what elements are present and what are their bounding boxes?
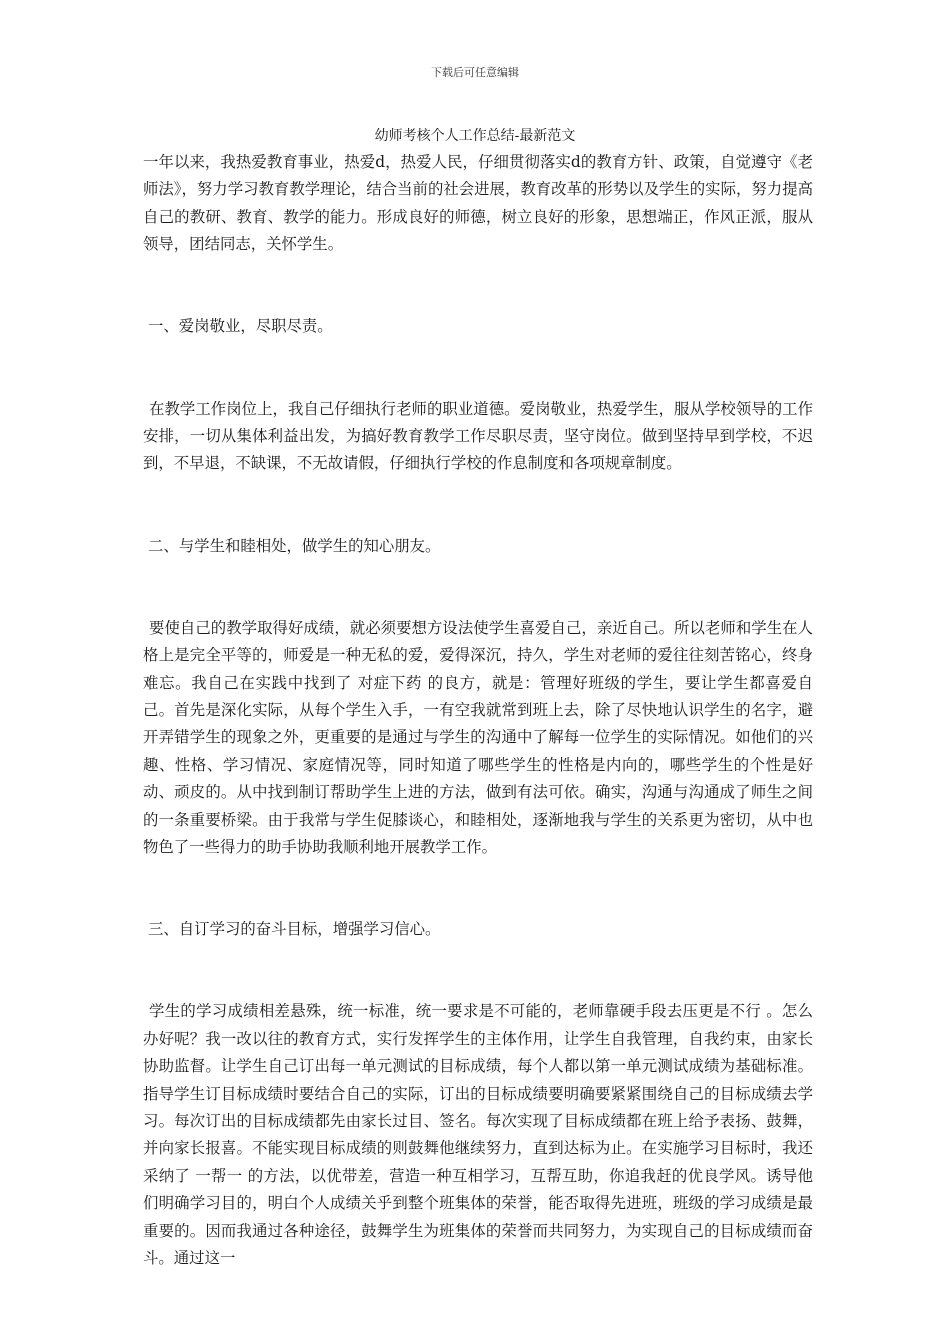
- paragraph-spacer: [143, 889, 813, 916]
- paragraph-spacer: [143, 368, 813, 395]
- section-heading-3: 三、自订学习的奋斗目标，增强学习信心。: [148, 920, 441, 939]
- paragraph-spacer: [143, 861, 813, 888]
- paragraph-spacer: [143, 286, 813, 313]
- section-body-3: 学生的学习成绩相差悬殊，统一标准，统一要求是不可能的，老师靠硬手段去压更是不行 。怎么办好呢？我一改以往的教育方式，实行发挥学生的主体作用，让学生自我管理，自我约束，由家长协助监督。让学生自己订出每一单元测试的目标成绩，每个人都以第一单元测试成绩为基础标准。指导学生订目标成绩时要结合自己的实际，订出的目标成绩要明确要紧紧围绕自己的目标成绩去学习。每次订出的目标成绩都先由家长过目、签名。每次实现了目标成绩都在班上给予表扬、鼓舞，并向家长报喜。不能实现目标成绩的则鼓舞他继续努力，直到达标为止。在实施学习目标时，我还采纳了 一帮一 的方法，以优带差，营造一种互相学习，互帮互助，你追我赶的优良学风。诱导他们明确学习目的，明白个人成绩关乎到整个班集体的荣誉，能否取得先进班，班级的学习成绩是最重要的。因而我通过各种途径，鼓舞学生为班集体的荣誉而共同努力，为实现自己的目标成绩而奋斗。通过这一: [143, 1002, 813, 1268]
- paragraph-spacer: [143, 478, 813, 505]
- page-header-note: 下载后可任意编辑: [431, 66, 519, 79]
- document-title: 幼师考核个人工作总结-最新范文: [374, 128, 576, 144]
- paragraph-spacer: [143, 259, 813, 286]
- paragraph-spacer: [143, 505, 813, 532]
- intro-paragraph: 一年以来，我热爱教育事业，热爱d，热爱人民，仔细贯彻落实d的教育方针、政策，自觉遵守《老师法》，努力学习教育教学理论，结合当前的社会进展，教育改革的形势以及学生的实际，努力提高自己的教研、教育、教学的能力。形成良好的师德，树立良好的形象，思想端正，作风正派，服从领导，团结同志，关怀学生。: [143, 153, 813, 254]
- document-body: [143, 149, 813, 1272]
- paragraph-spacer: [143, 944, 813, 971]
- paragraph-spacer: [143, 560, 813, 587]
- paragraph-spacer: [143, 341, 813, 368]
- section-body-1: 在教学工作岗位上，我自己仔细执行老师的职业道德。爱岗敬业，热爱学生，服从学校领导的工作安排，一切从集体利益出发，为搞好教育教学工作尽职尽责，坚守岗位。做到坚持早到学校，不迟到，不早退，不缺课，不无故请假，仔细执行学校的作息制度和各项规章制度。: [143, 399, 813, 473]
- paragraph-spacer: [143, 587, 813, 614]
- paragraph-spacer: [143, 971, 813, 998]
- section-heading-2: 二、与学生和睦相处，做学生的知心朋友。: [148, 536, 441, 555]
- section-heading-1: 一、爱岗敬业，尽职尽责。: [148, 317, 333, 336]
- section-body-2: 要使自己的教学取得好成绩，就必须要想方设法使学生喜爱自己，亲近自己。所以老师和学生在人格上是完全平等的，师爱是一种无私的爱，爱得深沉，持久，学生对老师的爱往往刻苦铭心，终身难忘。我自己在实践中找到了 对症下药 的良方，就是：管理好班级的学生，要让学生都喜爱自己。首先是深化实际，从每个学生入手，一有空我就常到班上去，除了尽快地认识学生的名字，避开弄错学生的现象之外，更重要的是通过与学生的沟通中了解每一位学生的实际情况。如他们的兴趣、性格、学习情况、家庭情况等，同时知道了哪些学生的性格是内向的，哪些学生的个性是好动、顽皮的。从中找到制订帮助学生上进的方法，做到有法可依。确实，沟通与沟通成了师生之间的一条重要桥梁。由于我常与学生促膝谈心，和睦相处，逐渐地我与学生的关系更为密切，从中也物色了一些得力的助手协助我顺利地开展教学工作。: [143, 618, 813, 857]
